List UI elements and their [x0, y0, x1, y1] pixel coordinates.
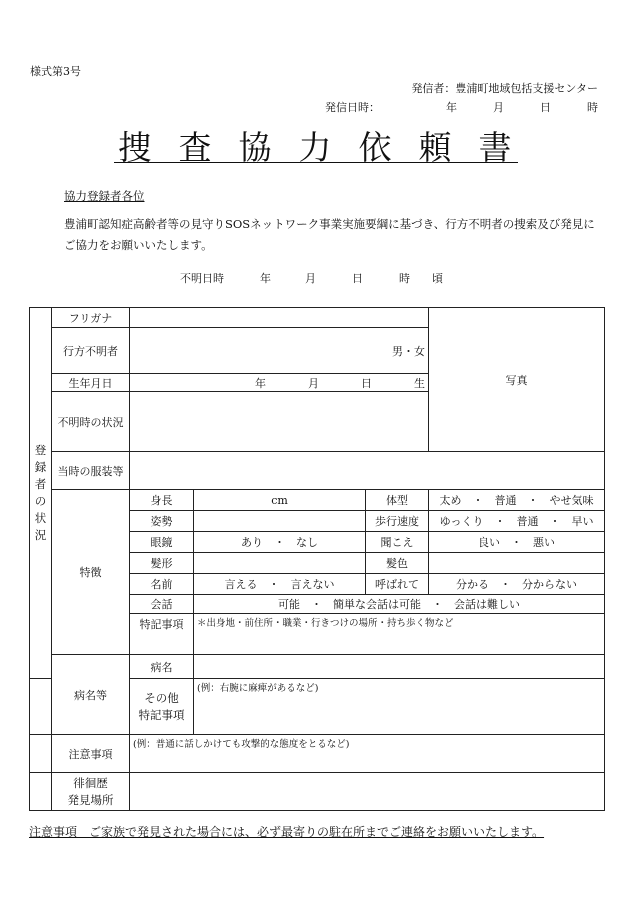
disease-label: 病名等 [52, 655, 130, 735]
height-field[interactable] [194, 490, 366, 511]
date-unit-month: 月 [493, 101, 504, 114]
photo-label: 写真 [505, 373, 528, 387]
missing-unit-hour: 時 [399, 272, 410, 285]
gender-options[interactable]: 男・女 [392, 344, 426, 358]
missing-datetime-line [180, 270, 443, 286]
name-ability-label: 名前 [130, 574, 194, 595]
other-special-label: その他 特記事項 [130, 679, 194, 735]
missing-person-name-field[interactable] [130, 328, 429, 374]
hearing-label: 聞こえ [366, 532, 429, 553]
name-ability-options[interactable]: 言える ・ 言えない [194, 574, 366, 595]
recipient: 協力登録者各位 [64, 189, 145, 203]
missing-unit-approx: 頃 [432, 272, 443, 285]
features-label: 特徴 [52, 490, 130, 655]
send-date-line [325, 99, 598, 115]
height-label: 身長 [130, 490, 194, 511]
furigana-field[interactable] [130, 308, 429, 328]
disease-name-label: 病名 [130, 655, 194, 679]
glasses-options[interactable]: あり ・ なし [194, 532, 366, 553]
document-title: 捜査協力依頼書 [118, 128, 539, 167]
conversation-options[interactable]: 可能 ・ 簡単な会話は可能 ・ 会話は難しい [194, 595, 605, 614]
other-special-field[interactable]: (例：右腕に麻痺があるなど) [194, 679, 605, 735]
walking-speed-label: 歩行速度 [366, 511, 429, 532]
clothes-field[interactable] [130, 452, 605, 490]
caution-field[interactable]: (例：普通に話しかけても攻撃的な態度をとるなど) [130, 735, 605, 773]
walking-speed-options[interactable]: ゆっくり ・ 普通 ・ 早い [429, 511, 605, 532]
birth-unit-day: 日 [361, 376, 373, 390]
send-date-label: 発信日時： [325, 101, 380, 114]
sender-line: 発信者：豊浦町地域包括支援センター [411, 82, 598, 95]
caution-label: 注意事項 [52, 735, 130, 773]
build-label: 体型 [366, 490, 429, 511]
glasses-label: 眼鏡 [130, 532, 194, 553]
hearing-options[interactable]: 良い ・ 悪い [429, 532, 605, 553]
disease-name-field[interactable] [194, 655, 605, 679]
situation-field[interactable] [130, 392, 429, 452]
photo-box[interactable] [429, 308, 605, 452]
posture-field[interactable] [194, 511, 366, 532]
posture-label: 姿勢 [130, 511, 194, 532]
birth-unit-year: 年 [255, 376, 267, 390]
build-options[interactable]: 太め ・ 普通 ・ やせ気味 [429, 490, 605, 511]
special-notes-label: 特記事項 [130, 614, 194, 655]
birth-unit-born: 生 [414, 376, 426, 390]
form-number: 様式第3号 [30, 65, 81, 78]
called-response-options[interactable]: 分かる ・ 分からない [429, 574, 605, 595]
clothes-label: 当時の服装等 [52, 452, 130, 490]
registration-form-table [29, 307, 605, 811]
birthdate-field[interactable] [130, 374, 429, 392]
hairstyle-field[interactable] [194, 553, 366, 574]
title-underline [114, 162, 518, 163]
request-body: 豊浦町認知症高齢者等の見守りSOSネットワーク事業実施要綱に基づき、行方不明者の捜索及び発見にご協力をお願いいたします。 [64, 217, 595, 252]
missing-date-label: 不明日時 [180, 272, 224, 285]
missing-unit-month: 月 [305, 272, 316, 285]
missing-person-label: 行方不明者 [52, 328, 130, 374]
furigana-label: フリガナ [52, 308, 130, 328]
called-response-label: 呼ばれて [366, 574, 429, 595]
birthdate-label: 生年月日 [52, 374, 130, 392]
hairstyle-label: 髪形 [130, 553, 194, 574]
date-unit-year: 年 [446, 101, 457, 114]
special-notes-field[interactable]: ＊出身地・前住所・職業・行きつけの場所・持ち歩く物など [194, 614, 605, 655]
hair-color-field[interactable] [429, 553, 605, 574]
conversation-label: 会話 [130, 595, 194, 614]
section-label-registrant-status: 登 録 者 の 状 況 [30, 308, 52, 679]
birth-unit-month: 月 [308, 376, 320, 390]
missing-unit-year: 年 [260, 272, 271, 285]
wandering-history-label: 徘徊歴 発見場所 [52, 773, 130, 811]
date-unit-hour: 時 [587, 101, 598, 114]
date-unit-day: 日 [540, 101, 551, 114]
footer-notice: 注意事項 ご家族で発見された場合には、必ず最寄りの駐在所までご連絡をお願いいたします。 [29, 825, 545, 839]
height-unit: cm [271, 493, 288, 507]
missing-unit-day: 日 [352, 272, 363, 285]
hair-color-label: 髪色 [366, 553, 429, 574]
situation-label: 不明時の状況 [52, 392, 130, 452]
wandering-history-field[interactable] [130, 773, 605, 811]
